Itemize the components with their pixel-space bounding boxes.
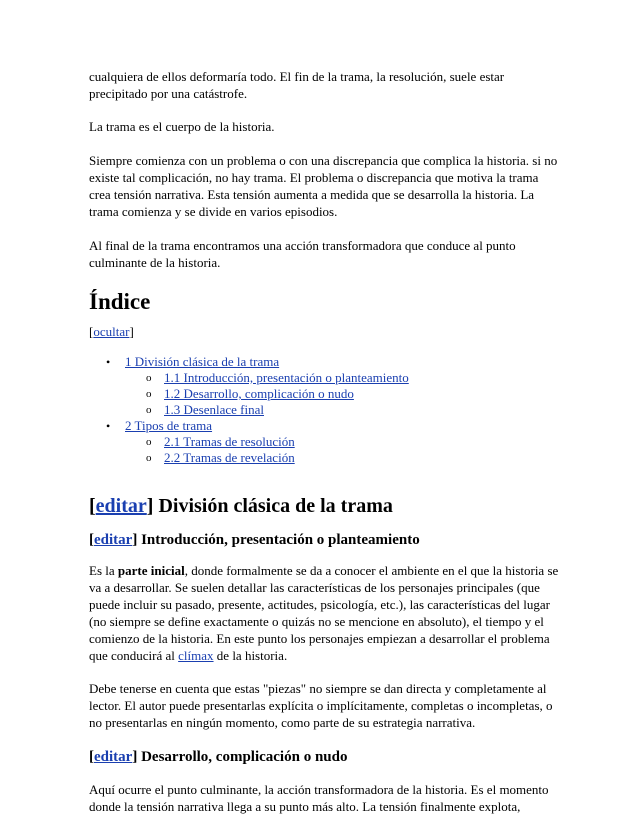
- bracket-open: [: [89, 749, 94, 765]
- bracket-open: [: [89, 495, 96, 517]
- section-title: División clásica de la trama: [153, 495, 393, 517]
- toc-item: [89, 386, 559, 402]
- bracket-close: ]: [132, 749, 138, 765]
- circle-bullet-icon: o: [146, 452, 152, 464]
- toc-link[interactable]: 1.2 Desarrollo, complicación o nudo: [164, 386, 354, 401]
- hide-link[interactable]: ocultar: [93, 324, 130, 339]
- circle-bullet-icon: o: [146, 436, 152, 448]
- index-heading: Índice: [89, 289, 151, 314]
- paragraph: [89, 562, 559, 664]
- edit-link[interactable]: editar: [94, 532, 133, 548]
- climax-link[interactable]: clímax: [178, 648, 214, 663]
- text-run: Es la: [89, 563, 118, 578]
- bold-text: parte inicial: [117, 563, 185, 578]
- subsection-heading: [89, 530, 559, 550]
- paragraph: Siempre comienza con un problema o con una discrepancia que complica la historia. si no existe tal complicación, no hay trama. El problema o discrepancia que motiva la trama crea tensión narrativa. Esta tensión aumenta a medida que se desarrolla la historia. La trama comienza y se divide en varios episodios.: [89, 153, 558, 219]
- text-run: , donde formalmente se da a conocer el ambiente en el que la historia se va a desarrollar. Se suelen detallar las características de los personajes principales (que puede incluir su pasado, presente, actitudes, psicología, etc.), las características del lugar (no siempre se define exactamente o quizás no se mencione en absoluto), el tiempo y el comienzo de la historia. En este punto los personajes empiezan a desarrollar el problema que conducirá al: [89, 563, 559, 663]
- text-run: de la historia.: [213, 648, 288, 663]
- paragraph: Aquí ocurre el punto culminante, la acción transformadora de la historia. Es el momento donde la tensión narrativa llega a su punto más alto. La tensión finalmente explota,: [89, 782, 549, 814]
- circle-bullet-icon: o: [146, 388, 152, 400]
- bracket-close: ]: [146, 495, 154, 517]
- edit-link[interactable]: editar: [95, 495, 147, 517]
- toc-item: [89, 370, 559, 386]
- toc-link[interactable]: 2 Tipos de trama: [125, 418, 213, 433]
- toc-item: [89, 434, 559, 450]
- toc-link[interactable]: 2.1 Tramas de resolución: [164, 434, 295, 449]
- circle-bullet-icon: o: [146, 372, 152, 384]
- article-body: [89, 68, 559, 815]
- bullet-icon: •: [106, 419, 111, 433]
- toc-item: [89, 402, 559, 418]
- toc-item: [89, 354, 559, 370]
- paragraph: Debe tenerse en cuenta que estas "piezas" no siempre se dan directa y completamente al lector. El autor puede presentarlas explícita o implícitamente, completas o incompletas, o no presentarlas en ningún momento, como parte de su estrategia narrativa.: [89, 681, 553, 730]
- bracket-open: [: [89, 532, 94, 548]
- bracket-open: [: [89, 324, 94, 339]
- toc-link[interactable]: 1.1 Introducción, presentación o planteamiento: [164, 370, 409, 385]
- toc-list: [89, 354, 559, 466]
- toc-link[interactable]: 1.3 Desenlace final: [164, 402, 264, 417]
- toc-link[interactable]: 1 División clásica de la trama: [125, 354, 280, 369]
- subsection-title: Introducción, presentación o planteamiento: [137, 532, 420, 548]
- circle-bullet-icon: o: [146, 404, 152, 416]
- paragraph: Al final de la trama encontramos una acción transformadora que conduce al punto culminante de la historia.: [89, 238, 516, 270]
- toc-item: [89, 450, 559, 466]
- subsection-heading: [89, 747, 559, 767]
- section-heading: [89, 494, 559, 518]
- toc-link[interactable]: 2.2 Tramas de revelación: [164, 450, 295, 465]
- bullet-icon: •: [106, 355, 111, 369]
- subsection-title: Desarrollo, complicación o nudo: [137, 749, 348, 765]
- hide-toggle: [89, 323, 559, 340]
- edit-link[interactable]: editar: [94, 749, 133, 765]
- paragraph: cualquiera de ellos deformaría todo. El fin de la trama, la resolución, suele estar precipitado por una catástrofe.: [89, 69, 505, 101]
- bracket-close: ]: [132, 532, 138, 548]
- paragraph: La trama es el cuerpo de la historia.: [89, 119, 275, 134]
- toc-item: [89, 418, 559, 434]
- bracket-close: ]: [129, 324, 134, 339]
